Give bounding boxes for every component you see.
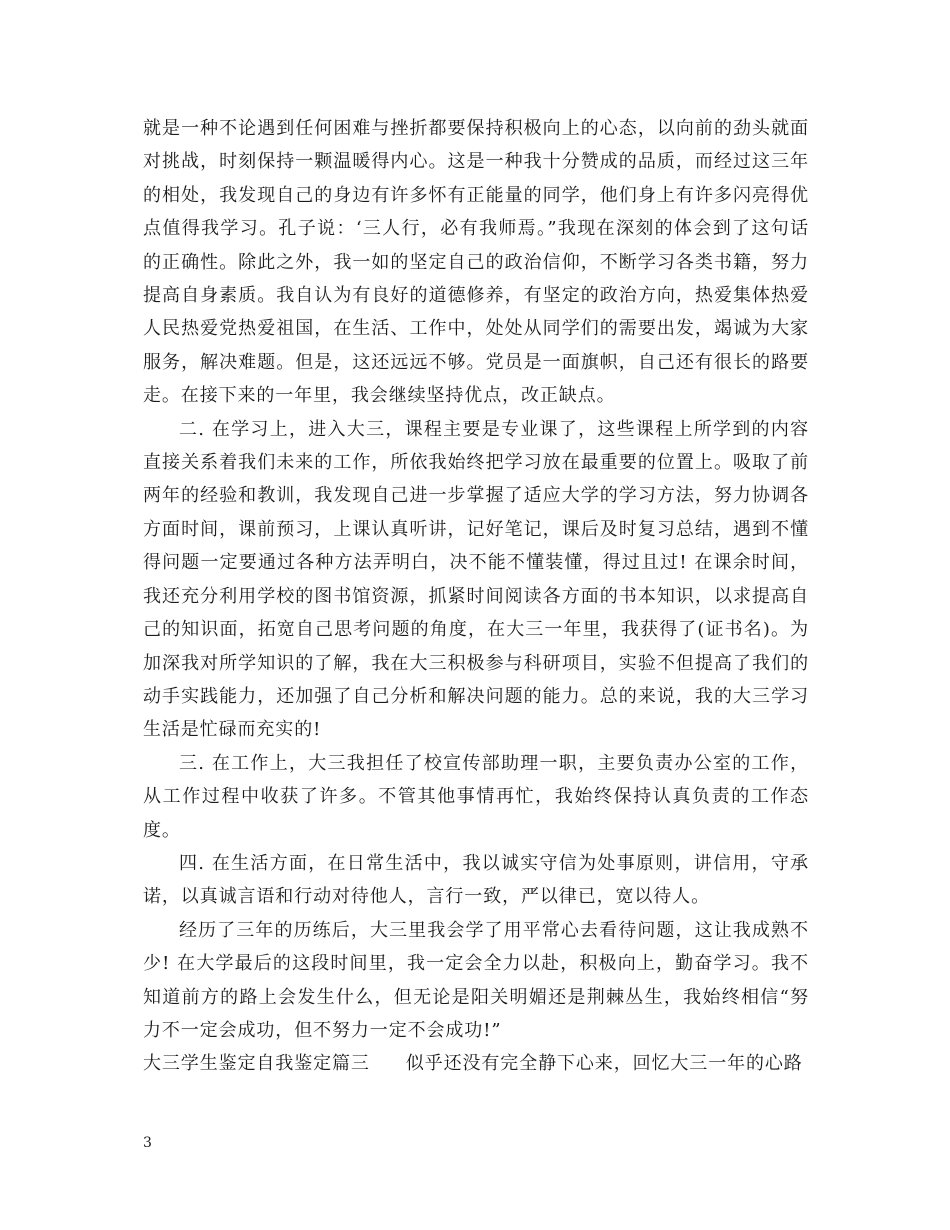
section-heading-line bbox=[143, 1047, 809, 1080]
section-heading: 大三学生鉴定自我鉴定篇三 bbox=[143, 1053, 370, 1075]
document-body bbox=[143, 112, 809, 1081]
section-opening-text: 似乎还没有完全静下心来，回忆大三一年的心路 bbox=[405, 1053, 803, 1075]
paragraph-conclusion: 经历了三年的历练后，大三里我会学了用平常心去看待问题，这让我成熟不少! 在大学最后的这段时间里，我一定会全力以赴，积极向上，勤奋学习。我不知道前方的路上会发生什么，但无论是阳关明媚还是荆棘丛生，我始终相信“努力不一定会成功，但不努力一定不会成功!” bbox=[143, 919, 809, 1041]
paragraph-continuation: 就是一种不论遇到任何困难与挫折都要保持积极向上的心态，以向前的劲头就面对挑战，时刻保持一颗温暖得内心。这是一种我十分赞成的品质，而经过这三年的相处，我发现自己的身边有许多怀有正能量的同学，他们身上有许多闪亮得优点值得我学习。孔子说：‘三人行，必有我师焉。”我现在深刻的体会到了这句话的正确性。除此之外，我一如的坚定自己的政治信仰，不断学习各类书籍，努力提高自身素质。我自认为有良好的道德修养，有坚定的政治方向，热爱集体热爱人民热爱党热爱祖国，在生活、工作中，处处从同学们的需要出发，竭诚为大家服务，解决难题。但是，这还远远不够。党员是一面旗帜，自己还有很长的路要走。在接下来的一年里，我会继续坚持优点，改正缺点。 bbox=[143, 118, 809, 407]
page-number: 3 bbox=[143, 1135, 152, 1151]
paragraph-work: 三. 在工作上，大三我担任了校宣传部助理一职，主要负责办公室的工作，从工作过程中收获了许多。不管其他事情再忙，我始终保持认真负责的工作态度。 bbox=[143, 752, 809, 841]
paragraph-study: 二. 在学习上，进入大三，课程主要是专业课了，这些课程上所学到的内容直接关系着我们未来的工作，所依我始终把学习放在最重要的位置上。吸取了前两年的经验和教训，我发现自己进一步掌握了适应大学的学习方法，努力协调各方面时间，课前预习，上课认真听讲，记好笔记，课后及时复习总结，遇到不懂得问题一定要通过各种方法弄明白，决不能不懂装懂，得过且过! 在课余时间，我还充分利用学校的图书馆资源，抓紧时间阅读各方面的书本知识，以求提高自己的知识面，拓宽自己思考问题的角度，在大三一年里，我获得了(证书名)。为加深我对所学知识的了解，我在大三积极参与科研项目，实验不但提高了我们的动手实践能力，还加强了自己分析和解决问题的能力。总的来说，我的大三学习生活是忙碌而充实的! bbox=[143, 418, 809, 741]
paragraph-life: 四. 在生活方面，在日常生活中，我以诚实守信为处事原则，讲信用，守承诺，以真诚言语和行动对待他人，言行一致，严以律已，宽以待人。 bbox=[143, 852, 809, 908]
